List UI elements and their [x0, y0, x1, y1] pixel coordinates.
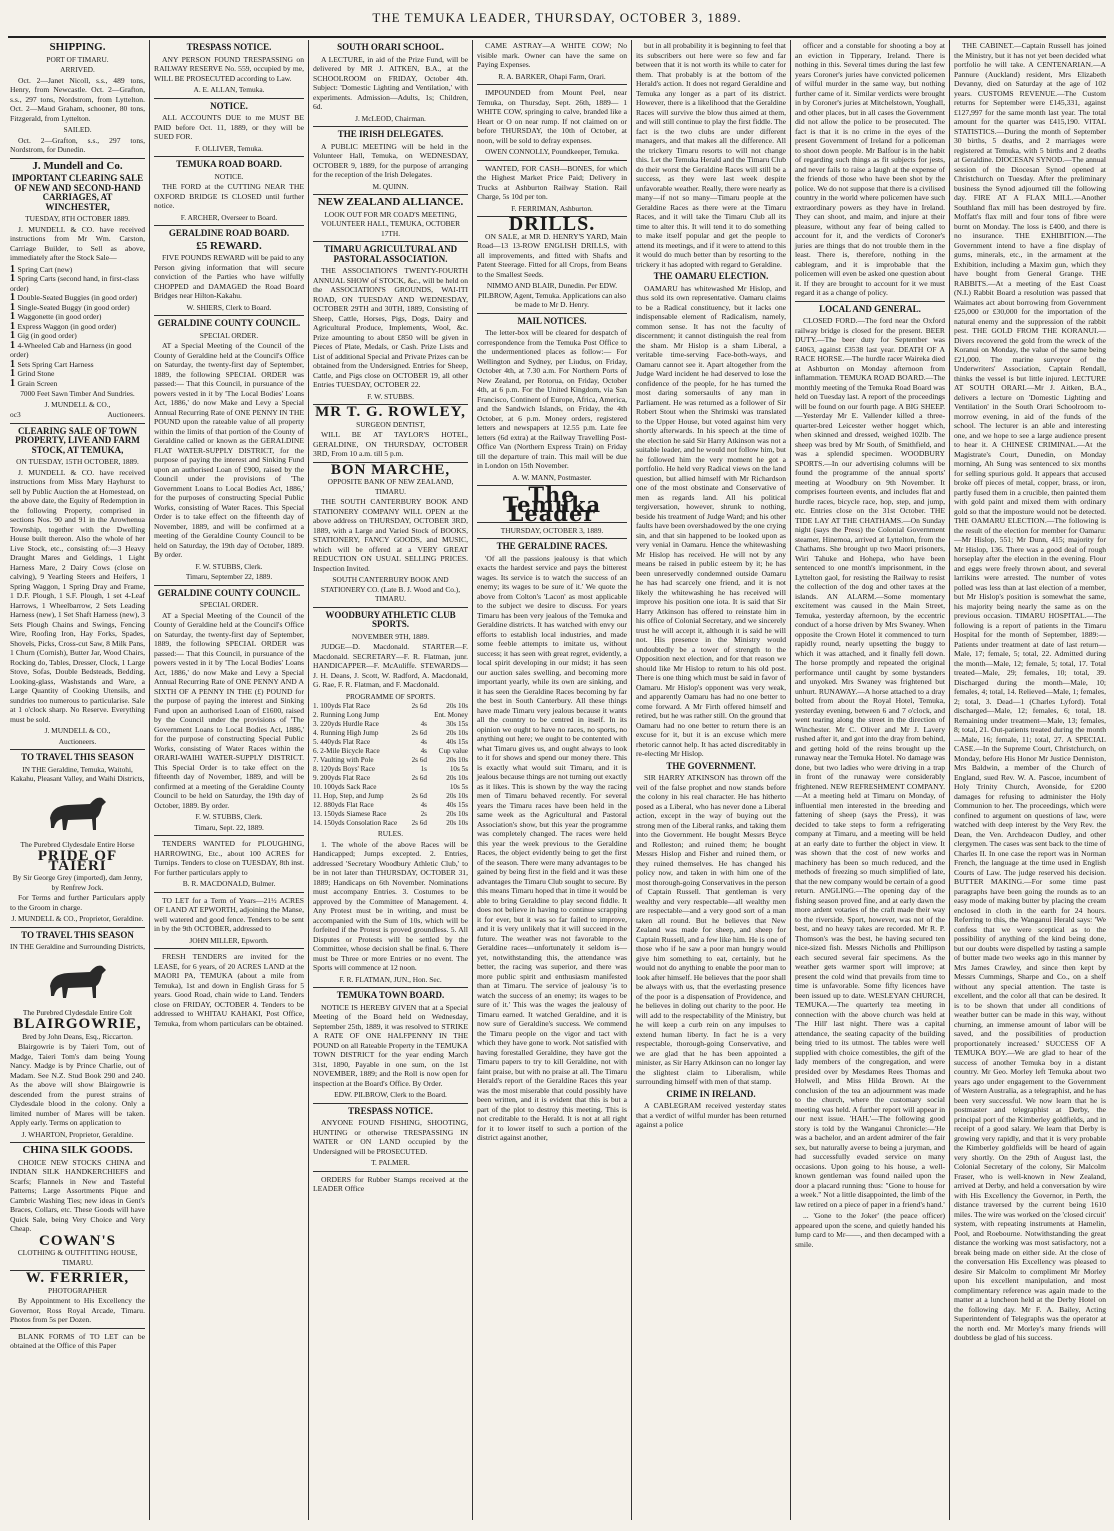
event-name: 10. 100yds Sack Race: [313, 783, 377, 791]
divider: [154, 948, 304, 949]
drills-text: ON SALE, at MR D. HENRY'S YARD, Main Road—13 13-ROW ENGLISH DRILLS, with all improvements, and fitted with Shafts and Patent Steerage. Fitted for all Crops, from Beans to the Smallest Seeds.: [477, 231, 627, 279]
event-name: 13. 150yds Siamese Race: [313, 810, 387, 818]
bon-marche-signature: SOUTH CANTERBURY BOOK AND STATIONERY CO. (Late B. J. Wood and Co.), TIMARU.: [320, 575, 461, 603]
school-heading: SOUTH ORARI SCHOOL.: [337, 42, 444, 52]
sale-items: [10, 265, 145, 389]
sale-items-tail: 7000 Feet Sawn Timber And Sundries.: [20, 389, 135, 398]
reward-text: FIVE POUNDS REWARD will be paid to any Person giving information that will secure conviction of the Parties who have wilfully CHOPPED and DAMAGED the Road Board Bridges near Hilton-Kakahu.: [154, 253, 304, 300]
column-7: [950, 40, 1110, 1518]
event-name: 5. 440yds Flat Race: [313, 738, 371, 746]
sports-event-row: [313, 801, 468, 810]
event-fee: 1s: [420, 765, 427, 773]
event-name: 12. 880yds Flat Race: [313, 801, 374, 809]
divider: [313, 607, 468, 608]
drills-signature: NIMMO AND BLAIR, Dunedin. Per EDW. PILBROW, Agent, Temuka. Applications can also be made to Mr D. Henry.: [477, 281, 627, 309]
column-3: [309, 40, 472, 1518]
paper-title: The Temuka Leader: [502, 482, 602, 526]
mail-heading: MAIL NOTICES.: [517, 315, 587, 326]
divider: [10, 1328, 145, 1329]
port-heading: PORT OF TIMARU.: [46, 54, 109, 64]
agri-text: THE ASSOCIATION'S TWENTY-FOURTH ANNUAL SHOW of STOCK, &c., will be held on the ASSOCIATION'S GROUNDS, WAI-ITI ROAD, ON TUESDAY AND WEDNESDAY, OCTOBER 29TH and 30TH, 1889, Consisting of Sheep, Cattle, Horses, Pigs, Dogs, Dairy and Agricultural Produce, Implements, Wool, &c. Prize amounting to about £850 will be given in Pieces of Plate, Medals, or Cash. Prize Lists and List of additional Special and Private Prizes can be obtained from the Undersigned. Entries for Sheep, Cattle, and Pigs close on OCTOBER 19, all other Entries TUESDAY, OCTOBER 22.: [313, 266, 468, 389]
government-text: SIR HARRY ATKINSON has thrown off the veil of the false prophet and now stands before the colony in his real character. He has hitherto posed as a Liberal, who has never done a Liberal action, except in the way of buying out the strong men of the Liberal ranks, and taking them into the Government. He bought Messrs Bryce and Rolleston; and ruined them; he bought Messrs Hislop and Fisher and ruined them, or they ruined themselves. He has changed his policy now, and taken in with him one of the most thorough-going Conservatives in the person of Captain Russell. That gentleman is very wealthy and very respectable—all wealthy men are respectable—and a very good sort of a man taken all round. But he believes that New Zealand was made for sheep, and sheep for Captain Russell, and a few like him. He is one of those who if he saw a poor man hungry would give him something to eat, certainly, but he would not do anything to enable the poor man to look after himself. He believes that the poor shall be always with us, that the everlasting presence of the poor is a dispensation of Providence, and he believes in doling out charity to the poor. He will add to the respectability of the Ministry, but he will keep a curb rein on any impulses to extend human liberty. In fact he is a very respectable, thorough-going Conservative, and we are glad that he has been appointed a minister, as Sir Harry Atkinson can no longer lay the slightest claim to Liberalism, while surrounding himself with men of that stamp.: [636, 773, 786, 1086]
horse-pedigree: By Sir George Grey (imported), dam Jenny, by Renfrew Jock.: [12, 873, 143, 892]
event-prize: 10s 5s: [449, 765, 468, 773]
travel-heading-2: TO TRAVEL THIS SEASON: [21, 929, 134, 940]
event-fee: 4s: [420, 738, 427, 746]
column-1: [6, 40, 149, 1518]
trespass-2-heading: TRESPASS NOTICE.: [348, 1105, 433, 1116]
clearing-sale-date: TUESDAY, 8TH OCTOBER 1889.: [25, 214, 130, 223]
divider: [154, 225, 304, 226]
divider: [10, 423, 145, 424]
alliance-sub: LOOK OUT FOR MR COAD'S MEETING, VOLUNTEER HALL, TEMUKA, OCTOBER 17TH.: [320, 209, 461, 238]
column-4: [473, 40, 631, 1518]
event-prize: 20s 10s: [446, 774, 468, 782]
sale2-signature: J. MUNDELL & CO.,: [44, 726, 111, 735]
sale-item: 1 Sets Spring Cart Harness: [10, 360, 145, 370]
arrived-heading: ARRIVED.: [60, 65, 95, 74]
woodbury-officials: JUDGE—D. Macdonald. STARTER—F. Macdonald. SECRETARY—F. R. Flatman, junr. HANDICAPPER—F. McAuliffe. STEWARDS—J. H. Deans, J. Scott, W. Radford, A. Macdonald, G. Rae, F. R. Flatman, and F. Macdonald.: [313, 642, 468, 689]
clearing-sale-2-text: J. MUNDELL & CO. have received instructions from Miss Mary Hayhurst to sell by Public Auction the at Homestead, on the above date, the Equity of Redemption in the following Property, comprised in sections Nos. 90 and 91 in the Arowhenua Township, together with the Dwelling House built thereon. Also the whole of her Live Stock, etc., consisting of:—3 Heavy Draught Mares and Geldings, 1 Light Harness Mare, 2 Dairy Cows (close on calving), 9 Yearling Steers and Heifers, 1 Spring Waggon, 1 Spring Dray and Frame, 1 D.F. Plough, 1 S.F. Plough, 1 set 4-Leaf Harrows, 1 Wheelbarrow, 2 Sets Leading Harness (new), 1 Set Shaft Harness (new), 3 Sets Plough Chains and Swings, Fencing Wire, Roofing Iron, Hay Forks, Spades, Shovels, Picks, Cross-cut Saw, 8 Milk Pans, 1 Churn (Cornish), Butter Jar, Wood Chairs, Rocking do, Tables, Dresser, Clock, 1 Large Stove, Sofas, Double Bedsteads, Bedding, Looking-glass, Washstands and Ware, a Large Quantity of Cooking Utensils, and sundries too numerous to particularise. Sale at 1 o'clock sharp. No Reserve. Everything must be sold.: [10, 467, 145, 724]
crime-heading: CRIME IN IRELAND.: [666, 1088, 756, 1099]
auctioneer-name: J. Mundell and Co.: [32, 159, 123, 172]
colt-proprietor: J. WHARTON, Proprietor, Geraldine.: [21, 1129, 134, 1139]
colt-name: BLAIRGOWRIE,: [13, 1016, 142, 1032]
divider: [154, 98, 304, 99]
sports-event-row: [313, 819, 468, 828]
bon-marche-heading: BON MARCHE,: [330, 461, 451, 478]
horse-intro: The Purebred Clydesdale Entire Horse: [20, 839, 135, 849]
colt-text: Blairgowrie is by Taieri Tom, out of Madge, Taieri Tom's dam being Young Nancy. Madge is by Prince Charlie, out of Madam. See N.Z. Stud Book 290 and 240. As the above will show Blairgowrie is descended from the purest strains of Clydesdale blood in the colony. Only a limited number of Mares will be taken. Apply early. Terms on application to: [10, 1042, 145, 1127]
local-general-text: CLOSED FORD.—The ford near the Oxford railway bridge is closed for the present. BEER DUTY.—The beer duty for September was £4063, against £3538 last year. DEATH OF A RACE HORSE.—The hurdle racer Waireka died at Ashburton on Monday afternoon from inflammation. TEMUKA ROAD BOARD.—The monthly meeting of the Temuka Road Board was held on Tuesday last. A report of the proceedings will be found on our fourth page. A BIG SHEEP.—Yesterday Mr E. Vallender killed a three-quarter-bred Leicester wether hogget which, when skinned and dressed, weighed 102lb. The sheep was bred by Mr South, of Smithfield, and was a splendid specimen. WOODBURY SPORTS.—In our advertising columns will be found the programme of the annual sports' meeting at Woodbury on 9th November. It comprises fourteen events, and includes flat and hurdle races, bicycle race, hop, step, and jump, etc. Entries close on the 31st October. THE TIDE LAY AT THE CHATHAMS.—On Sunday night (says the Press) the Colonial Government steamer, Hinemoa, arrived at Lyttelton, from the Chathams. She brought up two Maori prisoners, Wiri Tahuke and Hohepa, who have been sentenced to one month's imprisonment, in the Lyttelton gaol, for resisting the Railway to resist the collection of the dog and other taxes at the islands. AN ALARM.—Some momentary excitement was caused in the Main Street, Temuka, yesterday afternoon, by the eccentric conduct of a horse driven by Mrs Swaney. When opposite the Crown Hotel it commenced to turn rapidly round, nearly upsetting the buggy to which it was attached, and it finally fell down. The horse promptly and repeated the original performance until caught by some bystanders and unyoked. Mrs Swaney was frightened but unhurt. RUNAWAY.—A horse attached to a dray bolted from about the Royal Hotel, Temuka, yesterday evening, between 6 and 7 o'clock, and went tearing along the street in the direction of Winchester. Mr C. Oliver and Mr J. Lavery rushed after it, and got into the dray from behind, and getting hold of the reins brought up the runaway near the Temuka Hotel. No damage was done, but two ladies who were driving in a trap in front of the runaway were considerably frightened. NEW REFRESHMENT COMPANY.—At a meeting held at Timaru on Monday, of influential men interested in the breeding and fattening of sheep (says the Press), it was decided to take steps to form a refrigerating company at Timaru, and a meeting will be held at an early date to further the object in view. It was shown that the cost of new works and machinery has been so much reduced, and the methods of freezing so much simplified of late, that the new company would be certain of a good return. ANGLING.—The opening day of the fishing season proved fine, and at early dawn the more ardent votaries of the craft made their way to the riverside. Sport, however, was not of the best, and no heavy takes are recorded. Mr R. P. Thomson's was the best, he having secured ten nice-sized fish. Messrs Nicholls and Phillipson each secured several fair specimens. As the weather gets warmer sport will improve; at present the cold wind that prevails from time to time is unfavorable. Some fifty licences have been issued up to date. WESLEYAN CHURCH, TEMUKA.—The quarterly tea meeting in connection with the above church was held at 'The Hill' last night. There was a capital attendance, the seating capacity of the building being tried to its utmost. The tables were well supplied with choice comestibles, the gift of the lady members of the congregation, and were presided over by Mesdames Rees Thomas and Holwell, and Miss Hilda Brown. At the conclusion of the tea an adjournment was made to the church, where the customary social meeting was held. A further report will appear in our next issue. 'HAH.'—The following good story is told by the Wanganui Chronicle:—'He was a bachelor, and an ardent admirer of the fair sex, but naturally averse to being a juryman, and had successfully evaded service on many occasions. Upon going to his house, a well-known gentleman was found nailed upon the door a placard running thus: "Gone to house for a week." Not a little disappointed, the limb of the law retired on a piece of paper in a friend's hand.': [795, 316, 945, 1209]
blank-forms-notice: BLANK FORMS of TO LET can be obtained at the Office of this Paper: [10, 1331, 145, 1350]
sports-event-row: [313, 810, 468, 819]
divider: [10, 927, 145, 928]
event-fee: 2s 6d: [411, 702, 427, 710]
sale-item: 1 Spring Cart (new): [10, 265, 145, 275]
event-fee: 4s: [420, 801, 427, 809]
trespass-2-text: ANYONE FOUND FISHING, SHOOTING, HUNTING or otherwise TRESPASSING IN WATER or ON LAND occupied by the Undersigned will be PROSECUTED.: [313, 1118, 468, 1156]
irish-delegates-signature: M. QUINN.: [372, 181, 409, 191]
divider: [795, 301, 945, 302]
sale2-signature-role: Auctioneers.: [58, 736, 97, 746]
sale-item: 1 Grind Stone: [10, 369, 145, 379]
travel-districts: IN THE Geraldine, Temuka, Waitohi, Kakahu, Pleasant Valley, and Waihi Districts,: [10, 764, 145, 783]
divider: [154, 892, 304, 893]
notice-heading: NOTICE.: [210, 100, 248, 111]
sale-item: 1 Single-Seated Buggy (in good order): [10, 303, 145, 313]
rowley-heading: MR T. G. ROWLEY,: [315, 404, 466, 420]
event-name: 2. Running Long Jump: [313, 711, 380, 719]
sports-event-row: [313, 720, 468, 729]
event-fee: 2s 6d: [411, 756, 427, 764]
mail-signature: A. W. MANN, Postmaster.: [512, 472, 592, 482]
sports-event-row: [313, 774, 468, 783]
masthead-rule: [8, 36, 1106, 38]
event-prize: 10s 5s: [449, 783, 468, 791]
sports-event-row: [313, 792, 468, 801]
event-fee: 2s: [420, 810, 427, 818]
agri-heading: TIMARU AGRICULTURAL AND PASTORAL ASSOCIATION.: [323, 244, 458, 264]
rules-text: 1. The whole of the above Races will be Handicapped; Jumps excepted. 2. Entries, addressed 'Secretary Woodbury Athletic Club,' to be in not later than THURSDAY, OCTOBER 31, 1889; Handicaps on 6th November. Nominations must accompany Entries. 3. Costumes to be approved by the Committee of Management. 4. Any Protest must be in writing, and must be accompanied with the Sum of 10s, which will be forfeited if the Protest is proved groundless. 5. All Disputes or Protests will be settled by the Committee, whose decision shall be final. 6. There must be Three or more Entries or no event. The Sports will commence at 12 noon.: [313, 839, 468, 972]
irish-delegates-heading: THE IRISH DELEGATES.: [337, 129, 444, 139]
divider: [477, 313, 627, 314]
divider: [477, 538, 627, 539]
event-name: 1. 100yds Flat Race: [313, 702, 371, 710]
county-council-signature: F. W. STUBBS, Clerk.: [195, 561, 263, 571]
column-5: [632, 40, 790, 1518]
sports-event-row: [313, 702, 468, 711]
event-fee: 2s 6d: [411, 774, 427, 782]
bon-marche-text: THE SOUTH CANTERBURY BOOK AND STATIONERY COMPANY WILL OPEN at the above address on THURSDAY, OCTOBER 3RD, 1889, with a Large and Varied Stock of BOOKS, STATIONERY, FANCY GOODS, and MUSIC, which will be offered at a VERY GREAT REDUCTION ON USUAL SELLING PRICES. Inspection Invited.: [313, 497, 468, 573]
divider: [154, 156, 304, 157]
sports-event-row: [313, 765, 468, 774]
travel-districts-2: IN THE Geraldine and Surrounding Districts,: [10, 942, 145, 951]
sailed-list: Oct. 2—Grafton, s.s., 297 tons, Nordstrom, for Dunedin.: [10, 135, 145, 154]
event-fee: 2s 6d: [411, 792, 427, 800]
event-prize: 20s 10s: [446, 729, 468, 737]
news-items: THE CABINET.—Captain Russell has joined the Ministry, but it has not yet been decided what portfolio he will take. A CENTENARIAN.—A Pannure (Auckland) resident, Mrs Elizabeth Devanny, died on Saturday at the age of 102 years. CUSTOMS REVENUE.—The Custom returns for September were £145,331, against £127,997 for the same month last year. The total amount for the quarter was £415,190. VITAL STATISTICS.—During the month of September 30 births, 5 deaths, and 2 marriages were registered at Temuka, with 5 births and 2 deaths at Geraldine. DIOCESAN SYNOD.—The annual session of the Diocesan Synod opened at Christchurch on Tuesday. After the preliminary business the Synod adjourned till the following day. FIRE AT A FLAX MILL.—Another Southland flax mill has been destroyed by fire. Moffatt's flax mill and four tons of fibre were burnt on Monday. The loss is £400, and there is no insurance. THE EXHIBITION.—The Government intend to have a fine display of gums, minerals, etc., in the armament at the Exhibition, including a Maxim gun, which they have bought from General Grange. THE RABBITS.—At a meeting of the East Coast (N.I.) Rabbit Board a resolution was passed that Waimates act about borrowing from Government £25,000 or £30,000 for the importation of the natural enemy and the suppression of the rabbit pest. THE GOLD FROM THE KORANUI.—Divers recovered the gold from the wreck of the Koranui on Monday, the value of the same being £21,000. The marine surveyor of the Underwriters' Association, Captain Rendall, thinks the vessel is but little injured. LECTURE AT SOUTH ORARI.—Mr J. Aitken, B.A., delivers a lecture on 'Domestic Lighting and Ventilation' in the South Orari Schoolroom to-morrow evening, in aid of the funds of the school. The lecturer is an able and interesting one, and we hope to see a large audience present to hear it. A CHINESE CRIMINAL.—At the Magistrate's Court, Dunedin, on Monday morning, Ah Sung was sentenced to six months for selling spurious gold. It appears that accused broke off pieces of metal, copper, brass, or iron, partly fused them in a crucible, then painted them with gold paint and mixed them with ordinary gold so that the imposture would not be detected. THE OAMARU ELECTION.—The following is the result of the election for member for Oamaru:—Mr Hislop, 551; Mr Dunn, 415; majority for Mr Hislop, 136. There was a good deal of rough horseplay after the election in the evening. Flour and eggs were freely thrown about, and several larrikins were arrested. The number of votes polled was less than at last election of a member, but Mr Hislop's position is somewhat the same, his majority being nearly the same as on the previous occasion. TIMARU HOSPITAL.—The following is a report of patients in the Timaru Hospital for the month of September, 1889:—Patients under treatment at date of last return—Male, 17; female, 5; total, 22. Admitted during the month—Male, 12; female, 5; total, 17. Total treated—Male, 29; females, 10; total, 39. Discharged during the month—Male, 10; females, 4; total, 14. Relieved—Male, 1; females, 2; total, 3. Dead—1 (Charles Lyford). Total discharged—Male, 12; females, 6; total, 18. Remaining under treatment—Male, 13; females, 8; total, 21. Out-patients treated during the month—Male, 16; female, 11; total, 27. A SPECIAL CASE.—In the Supreme Court, Christchurch, on Monday, before His Honor Mr Justice Denniston, Mrs Baldwin, a member of the Church of England, sued Rev. W. A. Pascoe, incumbent of Holy Trinity Church, Avonside, for £200 damages for refusing to administer the Holy Communion to her. The proceedings, which were confined to argument on questions of law, were watched with deep interest by the Very Rev. the Dean, the Ven. Archdeacon Dudley, and other clergymen. The cases was sent back to the time of Charles II. In one case the report was in Norman French, the language at the time used in English Courts of Law. The judge reserved his decision. BUTTER MAKING.—For some time past paragraphs have been going the rounds as to an easy mode of making butter by placing the cream enclosed in cloth in the earth for 24 hours. Referring to this, the Wanganui Herald says: 'We confess that we were sceptical as to the possibility of anything of the kind being done, but our doubts were dispelled by tasting a sample of butter made two weeks ago in this manner by Mrs James Crawley, and since then kept by Messrs Cummings, Sharpe and Co., on a shelf without any special attention. The taste is excellent, and the color all that can be desired. It is to be shown that under all conditions of weather butter can be made in this way, without churning, an immense amount of labor will be saved, and the possibilities of production proportionately increased.' SUCCESS OF A TEMUKA BOY.—We are glad to hear of the success of another Temuka boy in a distant country. Mr Geo. Morley left Temuka about two years ago under engagement to the Government of Western Australia, as a telegraphist, and he has been very successful. We now learn that he is postmaster and telegraphist at Derby, the principal port of the Kimberley goldfields, and in receipt of a good salary. We learn that Derby is growing very rapidly, and that it is very probable the Kimberley goldfields will be heard of again very shortly. On the 29th of August last, the Colonial Secretary of the colony, Sir Malcolm Fraser, who is well-known in New Zealand, arrived at Derby, and held a conversation by wire with His Excellency the Governor, in Perth, the distance traversed by the current being 1610 miles. The wire was worked on the 'closed circuit' system, with repeating instruments at Hamelin, Pool, and Roebourne. Notwithstanding the great distance the working was most satisfactory, not a break being made on either side. At the close of the conversation His Excellency was pleased to desire Sir Malcolm to compliment Mr Morley upon his excellent manipulation, and most complimentary reference was again made to the matter at a luncheon held at the Derby Hotel on the following day. Mr F. A. Bailey, Acting Superintendent of Telegraphs was the operator at the north end. Mr Morley's many friends will doubtless be glad of his success.: [954, 41, 1106, 1342]
divider: [313, 1103, 468, 1104]
road-board-heading: TEMUKA ROAD BOARD.: [176, 159, 282, 169]
sale-signature: J. MUNDELL & CO.,: [44, 399, 111, 409]
horse-proprietor: J. MUNDELL & CO., Proprietor, Geraldine.: [11, 914, 144, 923]
road-board-notice: NOTICE.: [214, 171, 244, 181]
clearing-sale-2-date: ON TUESDAY, 15TH OCTOBER, 1889.: [16, 457, 139, 466]
divider: [154, 315, 304, 316]
travel-heading: TO TRAVEL THIS SEASON: [21, 752, 134, 762]
sports-event-row: [313, 738, 468, 747]
to-let-signature: JOHN MILLER, Epworth.: [189, 935, 269, 945]
notice-text: ALL ACCOUNTS DUE to me MUST BE PAID before Oct. 11, 1889, or they will be SUED FOR.: [154, 113, 304, 141]
oamaru-text: OAMARU has whitewashed Mr Hislop, and thus sold its own representative. Oamaru claims to be a Radical constituency, but it lacks one indispensable element of Radicalism, namely, common sense. It has not the faculty of discernment; it cannot distinguish the real from the sham. Mr Hislop is a sham Liberal, a veritable time-serving Face-both-ways, and Oamaru cannot see it. Apart altogether from the Judge Ward incident he had deserved to lose the confidence of the people, for he has turned the most daring somersaults of any man in Parliament. He was returned as a follower of Sir Robert Stout when the Shrimski was translated to the Upper House, but voted against him very shortly afterwards. In his speech at the time of the election he said Sir Harry Atkinson was not a suitable leader, and he would not follow him, but he followed him the very moment he got a portfolio. He held very Radical views on the land question, but allied himself with Mr Richardson one of the most obstinate and Conservative of men as regards land. All his political tergiversation, however, shrunk to nothing, beside his treatment of Judge Ward; and his other faults have been overshadowed by the one crying sin, and that sin happened to be looked upon as very venial in Oamaru. Hence the whitewashing Mr Hislop has received. He will not by any means be raised in public esteem by it; he has been unreservedly condemned outside Oamaru he has had scarcely one friend, and it is not likely the whitewashing he has received will improve his position one iota. It is said that Sir Harry Atkinson has offered to reinstate him in his office of Colonial Secretary, and we sincerely trust he will accept it, although it is said he will not. His presence in the Ministry would undoubtedly be a tower of strength to the Opposition next election, and for that reason we should like Mr Hislop to return to his old post. There is one thing which must be said in favor of Oamaru. Mr Hislop's opponent was very weak, and apparently Oamaru has had no one better to come forward. A Mr Firth offered himself and retired, but he was rather still. On the ground that Oamaru had no one better to return there is an excuse for it, but it is an excuse which mere rhetoric cannot help. It has acted discreditably in re-electing Mr Hislop.: [636, 283, 786, 758]
column-6: [791, 40, 949, 1518]
masthead: THE TEMUKA LEADER, THURSDAY, OCTOBER 3, 1889.: [372, 10, 742, 25]
county-council-heading: GERALDINE COUNTY COUNCIL.: [157, 318, 301, 328]
sale-item: 1 Gig (in good order): [10, 331, 145, 341]
event-name: 9. 200yds Flat Race: [313, 774, 371, 782]
astray-signature: R. A. BARKER, Ohapi Farm, Orari.: [498, 71, 606, 81]
county-council-2-date: Timaru, Sept. 22, 1889.: [194, 822, 264, 832]
event-prize: 20s 10s: [446, 810, 468, 818]
event-prize: Ent. Money: [434, 711, 468, 719]
road-board-signature: F. ARCHER, Overseer to Board.: [180, 212, 278, 222]
programme-heading: PROGRAMME OF SPORTS.: [345, 691, 436, 701]
event-prize: Cup value: [438, 747, 468, 755]
special-order-heading: SPECIAL ORDER.: [199, 330, 259, 340]
sale-item: 1 Express Waggon (in good order): [10, 322, 145, 332]
event-name: 3. 220yds Hurdle Race: [313, 720, 379, 728]
horse-icon: [38, 788, 118, 836]
sale-item: 1 Grain Screen: [10, 379, 145, 389]
sports-event-row: [313, 747, 468, 756]
fresh-tenders-text: FRESH TENDERS are invited for the LEASE, for 6 years, of 20 ACRES LAND at the MAORI PA, TEMUKA (about a mile from Temuka), 1st and down in English Grass for 5 years. Good Road, chain wide to Land. Tenders close on FRIDAY, OCTOBER 4. Tenders to be addressed to WHITAU KAHAKI, Post Office, Temuka, from whom particulars can be obtained.: [154, 952, 304, 1028]
divider: [10, 749, 145, 750]
sports-event-row: [313, 756, 468, 765]
county-council-text: AT a Special Meeting of the Council of the County of Geraldine held at the Council's Office on Saturday, the twenty-first day of September, 1889, the following SPECIAL ORDER was passed:— That this Council, in pursuance of the powers vested in it by 'The Local Bodies' Loans Act, 1886,' do now Make and Levy a Special Annual Recurring Rate of ONE PENNY IN THE POUND upon the rateable value of all property within the limits of that portion of the County of Geraldine called or known as the GERALDINE FLAT WATER-SUPPLY DISTRICT, for the purpose of paying the interest and Sinking Fund upon an authorised Loan of £900, raised by the Council under the provisions of 'The Government Loans to Local Bodies Act, 1886,' for the purposes of constructing Special Public Works, consisting of Water Races. This Special Order is to take effect on the fifteenth day of November, 1889, and will be confirmed at a meeting of the Geraldine County Council to be held on Saturday, the 19th day of October, 1889. By order.: [154, 341, 304, 559]
divider: [313, 126, 468, 127]
local-general-heading: LOCAL AND GENERAL.: [819, 303, 921, 314]
alliance-heading: NEW ZEALAND ALLIANCE.: [317, 196, 464, 208]
divider: [313, 241, 468, 242]
cowan-sub: CLOTHING & OUTFITTING HOUSE, TIMARU.: [17, 1248, 138, 1267]
divider: [154, 835, 304, 836]
rubber-stamps-notice: ORDERS for Rubber Stamps received at the LEADER Office: [313, 1174, 468, 1193]
to-let-text: TO LET for a Term of Years—21½ ACRES OF LAND AT EPWORTH, adjoining the Manse, well watered and good fence. Tenders to be sent in by the 9th OCTOBER, addressed to: [154, 895, 304, 933]
road-board-text: THE FORD at the CUTTING NEAR THE OXFORD BRIDGE IS CLOSED until further notice.: [154, 182, 304, 210]
event-fee: 4s: [420, 747, 427, 755]
event-fee: 4s: [420, 720, 427, 728]
notice-signature: F. OLLIVER, Temuka.: [195, 143, 263, 153]
county-council-2-signature: F. W. STUBBS, Clerk.: [195, 812, 263, 821]
wanted-signature: F. FERRIMAN, Ashburton.: [511, 203, 593, 213]
event-prize: 40s 15s: [446, 738, 468, 746]
horse-terms: For Terms and further Particulars apply to the Groom in charge.: [10, 893, 145, 912]
divider: [313, 1171, 468, 1172]
divider: [313, 987, 468, 988]
school-signature: J. McLEOD, Chairman.: [355, 113, 426, 123]
drills-heading: DRILLS.: [508, 213, 596, 235]
crime-continued: officer and a constable for shooting a boy at an eviction in Tipperary, Ireland. There is nothing in this. Several times during the last few years Coroner's juries have convicted policemen of wilful murder in the same way, but nothing further came of it. Similar verdicts were brought in by Coroner's juries at Mitchelstown, Youghall, and other places, but in all cases the Government did not allow the police to be prosecuted. The fact is that it is no crime in the eyes of the present Government of Ireland for a policeman to shoot down people. Mr Balfour is in the habit of regarding such things as fit subjects for jests, and never fails to raise a laugh at the expense of the friends of those who have been shot by the police. We do not suppose that there is a civilised country in the world where policemen have such extraordinary powers as they have in Ireland. They can shoot, and maim, and injure at their pleasure, without any fear of being called to account for it, and the verdicts of Coroner's juries are things that do not trouble them in the least. There is, therefore, nothing in the cablegram, and it is improbable that the policemen will even be asked one question about it. If they are brought to account for it we must regard it as a change of policy.: [795, 41, 945, 297]
clearing-sale-2-heading: CLEARING SALE OF TOWN PROPERTY, LIVE AND FARM STOCK, AT TEMUKA,: [15, 425, 140, 455]
event-prize: 30s 15s: [446, 720, 468, 728]
wanted-text: WANTED, FOR CASH—BONES, for which the Highest Market Price Paid; Delivery in Trucks at Ashburton Railway Station. Rail Charge, 5s 10d per ton.: [477, 163, 627, 201]
horse-icon: [38, 956, 118, 1004]
china-silk-heading: CHINA SILK GOODS.: [22, 1144, 133, 1156]
woodbury-heading: WOODBURY ATHLETIC CLUB SPORTS.: [325, 609, 456, 629]
sailed-heading: SAILED.: [63, 125, 92, 134]
divider: [477, 84, 627, 85]
sports-table: [313, 702, 468, 828]
colt-intro: The Purebred Clydesdale Entire Colt: [22, 1007, 133, 1017]
cowan-heading: COWAN'S: [38, 1232, 116, 1249]
event-prize: 20s 10s: [446, 702, 468, 710]
sale-item: 1 4-Wheeled Cab and Harness (in good order): [10, 341, 145, 360]
oamaru-heading: THE OAMARU ELECTION.: [653, 271, 769, 281]
event-name: 4. Running High Jump: [313, 729, 379, 737]
races-text: 'Of all the passions jealousy is that which exacts the hardest service and pays the bitterest wages. Its service is to watch the success of an enemy; its wages to be sure of it.' We quote the above from Colton's 'Lacon' as most applicable to the subject we desire to discuss. For years Timaru has been very jealous of the Temuka and Geraldine districts. It has watched with envy our efforts to establish local industries, and made some feeble attempts to imitate us, without success; it has seen with great regret, evidently, a local spirit developing in our midst; it has seen our auction sales swelling, and becoming more important yearly, while its own are sinking, and it has seen the Geraldine Races becoming by far the best in South Canterbury. All these things have made Timaru very jealous because it wants all the country to be centred in itself. In its opinion we ought to have no races, no sports, no anything out here; we ought to be contented with what Timaru gives us, and ought always to look to it for shows and spend our money there. This is exactly what would suit Timaru, and it is jealous because things are not turning out exactly as it likes. This is shown by the way the racing men of Timaru behaved recently. For several years the Timaru races have been held in the same week as the Agricultural and Pastoral Association's show, but this year the programme was completely changed. The races were held this year the week previous to the Geraldine Races, the object evidently being to get the first of the season. There were many advantages to be gained by being first in the field and it was these advantages the Timaru Club sought to secure. By this means Timaru hoped that in time it would be able to bring Geraldine to play second fiddle. It does not believe in having to continue scrapping it for ever, but it was so far failed to improve, and it is very unlikely that it will succeed in the future. The weather was not favorable to the Geraldine races—unfortunately it seldom is—yet, notwithstanding this, the attendance was better, the racing was superior, and there was more public spirit and enthusiasm manifested than at Timaru. The service of jealousy 'is to watch the success of an enemy; its wages to be sure of it.' This was the wages the jealousy of Timaru earned. It watched Geraldine, and it is now sure of Geraldine's success. We commend the Timaru people on the vigor and tact with which they have gone to work. Not satisfied with having forestalled Geraldine, they have got the Timaru papers to try to kill Geraldine, not with faint praise, but with no praise at all. The Timaru Herald's report of the Geraldine Races this year was the most miserable that could possibly have been written, and it is evident that this is but a part of the plot to destroy this meeting. This is not creditable to the Herald. It is not at all right for it to lower itself to such a portion of the district against another,: [477, 553, 627, 1142]
rowley-sub: SURGEON DENTIST,: [356, 419, 425, 429]
sports-event-row: [313, 711, 468, 720]
rules-signature: F. R. FLATMAN, JUN., Hon. Sec.: [339, 974, 442, 984]
event-name: 8. 120yds Boys' Race: [313, 765, 375, 773]
trespass-signature: A. E. ALLAN, Temuka.: [193, 85, 265, 94]
trespass-heading: TRESPASS NOTICE.: [186, 42, 272, 52]
clearing-sale-text: J. MUNDELL & CO. have received instructions from Mr Wm. Carston, Carriage Builder, to Sell as above, immediately after the Stock Sale—: [10, 224, 145, 262]
event-fee: [407, 783, 427, 792]
sale-item: 1 Spring Carts (second hand, in first-class order): [10, 274, 145, 293]
shipping-heading: SHIPPING.: [49, 41, 106, 53]
ferrier-sub: PHOTOGRAPHER: [48, 1285, 107, 1295]
divider: [477, 160, 627, 161]
event-name: 6. 2-Mile Bicycle Race: [313, 747, 380, 755]
geraldine-road-heading: GERALDINE ROAD BOARD.: [168, 228, 290, 238]
event-fee: 2s 6d: [411, 729, 427, 737]
colt-breeder: Bred by John Deans, Esq., Riccarton.: [22, 1031, 133, 1041]
sale-item: 1 Waggonette (in good order): [10, 312, 145, 322]
event-fee: 2s 6d: [411, 819, 427, 827]
sports-event-row: [313, 729, 468, 738]
impounded-text: IMPOUNDED from Mount Peel, near Temuka, on Thursday, Sept. 26th, 1889— 1 WHITE COW, springing to calve, branded like a Heart or O on near rump. If not claimed on or before THURSDAY, the 10th of October, at noon, will be sold to defray expenses.: [477, 88, 627, 145]
ferrier-text: By Appointment to His Excellency the Governor, Ross Royal Arcade, Timaru. Photos from 5s per Dozen.: [10, 1296, 145, 1324]
mail-text: The letter-box will be cleared for despatch of correspondence from the Temuka Post Office to the undermentioned places as follow:— For Wellington and Sydney, per Liudus, on Friday, October 4th, at 7.30 a.m. For Northern Ports of New Zealand, per Rotorua, on Friday, October 4th, at 6 p.m. For the United Kingdom, via San Francisco, Continent of Europe, Africa, America, and the Sandwich Islands, on Friday, the 4th October, at 6 p.m. Money orders, registered letters and newspapers at 12.55 p.m. Late fee letters (6d extra) at the Railway Travelling Post-Office Van (Northern Express Train) on Friday till the departure of train. This mail will be due in London on 15th November.: [477, 328, 627, 470]
astray-text: CAME ASTRAY—A WHITE COW; No visible mark. Owner can have the same on Paying Expenses.: [477, 41, 627, 69]
event-name: 11. Hop, Step, and Jump: [313, 792, 384, 800]
town-board-heading: TEMUKA TOWN BOARD.: [336, 990, 445, 1000]
crime-text: A CABLEGRAM received yesterday states that a verdict of wilful murder has been returned against a police: [636, 1101, 786, 1129]
county-council-2-text: AT a Special Meeting of the Council of the County of Geraldine held at the Council's Office on Saturday, the twenty-first day of September, 1889, the following SPECIAL ORDER was passed:— That this Council, in pursuance of the powers vested in it by 'The Local Bodies' Loans Act, 1886,' do now Make and Levy a Special Annual Recurring Rate of ONE PENNY AND A SIXTH OF A PENNY IN THE (£) POUND for the purpose of paying the interest and Sinking Fund upon an authorised Loan of £1600, raised by the Council under the provisions of 'The Government Loans to Local Bodies Act, 1886,' for the purpose of constructing Special Public Works, consisting of Water Races within the ORARI-WAIHI WATER-SUPPLY DISTRICT. This Special Order is to take effect on the fifteenth day of November, 1889, and will be confirmed at a meeting of the Geraldine County Council to be held on Saturday, the 19th day of October, 1889. By order.: [154, 610, 304, 810]
ferrier-heading: W. FERRIER,: [25, 1270, 130, 1286]
event-prize: 20s 10s: [446, 792, 468, 800]
trespass-2-signature: T. PALMER.: [371, 1158, 410, 1167]
sports-event-row: [313, 783, 468, 792]
woodbury-date: NOVEMBER 9TH, 1889.: [351, 631, 430, 641]
town-board-signature: EDW. PILBROW, Clerk to the Board.: [334, 1090, 447, 1099]
bon-marche-sub: OPPOSITE BANK OF NEW ZEALAND, TIMARU.: [327, 477, 454, 496]
irish-delegates-text: A PUBLIC MEETING will be held in the Volunteer Hall, Temuka, on WEDNESDAY, OCTOBER 9, 1889, for the purpose of arranging for the reception of the Irish Delegates.: [313, 141, 468, 179]
rowley-text: WILL BE AT TAYLOR'S HOTEL, GERALDINE, ON THURSDAY, OCTOBER 3RD, From 10 a.m. till 5 p.m.: [313, 430, 468, 458]
special-order-2-heading: SPECIAL ORDER.: [199, 600, 259, 609]
event-prize: 40s 15s: [446, 801, 468, 809]
tender-text: TENDERS WANTED for PLOUGHING, HARROWING, Etc., about 100 ACRES for Turnips. Tenders to close on TUESDAY, 8th inst. For further particulars apply to: [154, 839, 304, 877]
agri-signature: F. W. STUBBS.: [367, 391, 414, 401]
rules-heading: RULES.: [377, 829, 404, 838]
horse-name: PRIDE OF TAIERI: [37, 848, 118, 874]
trespass-text: ANY PERSON FOUND TRESPASSING on RAILWAY RESERVE No. 559, occupied by me, WILL BE PROSECUTED according to Law.: [154, 54, 304, 83]
event-fee: [407, 711, 427, 720]
local-general-end: ... 'Gone to the Joker' (the peace officer) appeared upon the scene, and quietly handed his lump card to Mr——, and then decamped with a smile.: [795, 1211, 945, 1249]
sale-item: 1 Double-Seated Buggies (in good order): [10, 293, 145, 303]
event-prize: 20s 10s: [446, 756, 468, 764]
races-continued: but in all probability it is beginning to feel that its subscribers out here were so few and far between that it is not worth its while to cater for them. That probably is at the bottom of the Herald's action. It does not regard Geraldine and Temuka any longer as a part of its district. However, there is a likelihood that the Geraldine Races will survive the blow thus aimed at them, and will still continue to play the first fiddle. The fact is the two clubs are under different managers, and that makes all the difference. All the trickery Timaru resorts to will not change this. Let the Temuka Herald and the Timaru Club do their worst the Geraldine Races will still be a success, as they were last week despite unfavorable weather. Really, there were nearly as many—if not so many—Timaru people at the Geraldine Races as there were at the Timaru Races, and it will take the Timaru Club all its time to alter this. It will tend it to do something to make itself popular and get the people to attend its meetings, and if it were to attend to this it would do much better than by resorting to the trickery it has adopted with regard to Geraldine.: [636, 41, 786, 269]
reward-signature: W. SHIERS, Clerk to Board.: [186, 302, 272, 312]
event-name: 7. Vaulting with Pole: [313, 756, 374, 764]
clearing-sale-heading: IMPORTANT CLEARING SALE OF NEW AND SECOND-HAND CARRIAGES, AT WINCHESTER,: [11, 173, 144, 212]
event-prize: 20s 10s: [446, 819, 468, 827]
china-silk-text: CHOICE NEW STOCKS CHINA and INDIAN SILK HANDKERCHIEFS and Scarfs; Flannels in New and Tasteful Patterns; Large Assortments Pique and Cambric Washing Ties; new ideas in Gent's Braces, Collars, etc. These Goods will have Quick Sale, being Very Choice and Very Cheap.: [10, 1157, 145, 1233]
county-council-2-heading: GERALDINE COUNTY COUNCIL.: [157, 587, 301, 598]
tender-signature: B. R. MACDONALD, Bulmer.: [182, 879, 276, 888]
divider: [10, 158, 145, 159]
school-text: A LECTURE, in aid of the Prize Fund, will be delivered by MR J. AITKEN, B.A., at the SCHOOLROOM on FRIDAY, October 4th. Subject: 'Domestic Lighting and Ventilation,' with experiments. Admission—Adults, 1s; Children, 6d.: [313, 54, 468, 111]
town-board-text: NOTICE IS HEREBY GIVEN that at a Special Meeting of the Board held on Wednesday, September 25th, 1889, it was resolved to STRIKE A RATE OF ONE HALFPENNY IN THE POUND on all Rateable Property in the TEMUKA TOWN DISTRICT for the year ending March 31st, 1890, Payable in one sum, on the 1st NOVEMBER, 1889; and the Roll is now open for inspection at the Board's Office. By Order.: [313, 1002, 468, 1088]
divider: [10, 1142, 145, 1143]
county-council-date: Timaru, September 22, 1889.: [185, 572, 273, 581]
signature-role: Auctioneers.: [107, 410, 145, 419]
impounded-signature: OWEN CONNOLLY, Poundkeeper, Temuka.: [484, 147, 620, 156]
column-2: [150, 40, 308, 1518]
government-heading: THE GOVERNMENT.: [666, 760, 756, 771]
divider: [154, 585, 304, 586]
divider: [313, 194, 468, 195]
ad-ref: oc3: [10, 410, 21, 419]
arrived-list: Oct. 2—Janet Nicoll, s.s., 489 tons, Henry, from Newcastle. Oct. 2—Grafton, s.s., 297 tons, Nordstrom, from Lyttelton. Oct. 2—Maud Graham, schooner, 80 tons, Fitzgerald, from Lyttelton.: [10, 75, 145, 123]
reward-heading: £5 REWARD.: [196, 239, 262, 252]
races-heading: THE GERALDINE RACES.: [496, 541, 608, 551]
paper-date: THURSDAY, OCTOBER 3, 1889.: [500, 525, 604, 535]
event-name: 14. 150yds Consolation Race: [313, 819, 398, 827]
